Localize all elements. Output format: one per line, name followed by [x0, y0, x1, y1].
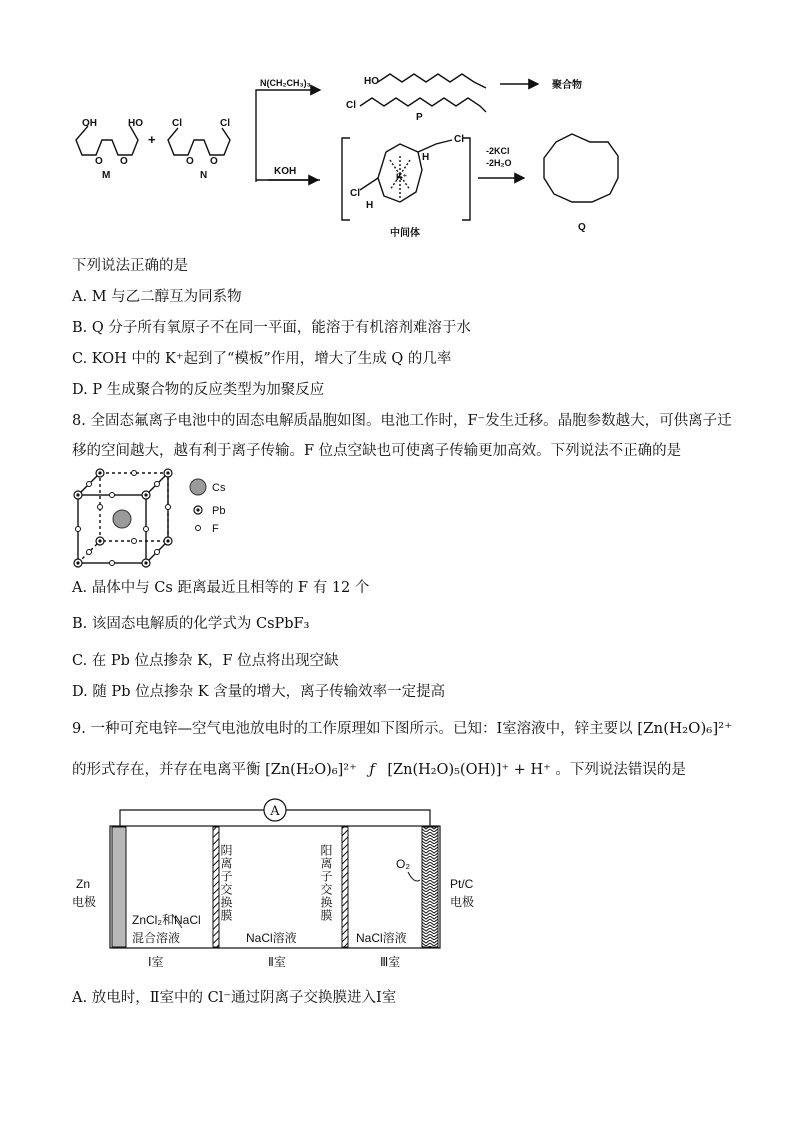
q7-option-c: C. KOH 中的 K⁺起到了“模板”作用，增大了生成 Q 的几率 [72, 351, 452, 367]
q7-option-a: A. M 与乙二醇互为同系物 [72, 289, 242, 305]
crystal-cell-figure [72, 465, 242, 575]
q8-option-a: A. 晶体中与 Cs 距离最近且相等的 F 有 12 个 [72, 580, 370, 596]
molecule-p [378, 74, 486, 88]
intermediate-cl: Cl [350, 188, 360, 199]
m-label: M [102, 170, 111, 181]
n-cl-label: Cl [172, 118, 182, 129]
room3-solution: NaCl溶液 [356, 931, 407, 945]
q9-stem-1 [72, 718, 732, 739]
n-label: N [200, 170, 208, 181]
room1-solution-2: 混合溶液 [132, 931, 181, 945]
ptc-electrode [422, 827, 438, 947]
q9-complex-1: [Zn(H₂O)₆]²⁺ [637, 719, 733, 737]
q8-option-c: C. 在 Pb 位点掺杂 K，F 位点将出现空缺 [72, 653, 339, 669]
room-1-label: Ⅰ室 [148, 955, 164, 969]
atom-o: O [210, 156, 218, 167]
polymer-label: 聚合物 [552, 80, 582, 91]
reaction-scheme [60, 60, 620, 240]
p-ho-label: HO [364, 76, 379, 87]
potassium-ion: K⁺ [396, 172, 408, 182]
legend-pb: Pb [212, 505, 226, 517]
q8-stem-2: 移的空间越大，越有利于离子传输。F 位点空缺也可使离子传输更加高效。下列说法不正确的是 [72, 443, 682, 459]
m-ho-label: HO [128, 118, 143, 129]
q9-option-a: A. 放电时，Ⅱ室中的 Cl⁻通过阴离子交换膜进入Ⅰ室 [72, 990, 397, 1006]
zn-electrode-label: 电极 [72, 895, 97, 909]
zn-electrode [112, 827, 126, 947]
intermediate-label: 中间体 [390, 228, 420, 239]
q7-stem: 下列说法正确的是 [72, 258, 188, 274]
intermediate-h: H [422, 152, 430, 163]
q9-complex-3: [Zn(H₂O)₅(OH)]⁺ + H⁺ [387, 762, 551, 778]
equilibrium-symbol: ƒ [369, 762, 375, 778]
atom-o: O [120, 156, 128, 167]
q7-option-b: B. Q 分子所有氧原子不在同一平面，能溶于有机溶剂难溶于水 [72, 320, 471, 336]
q7-option-d: D. P 生成聚合物的反应类型为加聚反应 [72, 382, 325, 398]
q9-stem-2-text: 的形式存在，并存在电离平衡 [72, 762, 261, 778]
molecule-m [76, 126, 138, 155]
zn-label: Zn [76, 877, 91, 891]
room-3-label: Ⅲ室 [380, 955, 401, 969]
legend-cs: Cs [212, 482, 226, 494]
cation-membrane-label: 阳离子交换膜 [319, 844, 333, 922]
q9-stem-1-text: 9. 一种可充电锌—空气电池放电时的工作原理如下图所示。已知：Ⅰ室溶液中，锌主要以 [72, 721, 633, 737]
cation-membrane [342, 827, 348, 947]
p-cl-label: Cl [346, 100, 356, 111]
q9-stem-2-end: 。下列说法错误的是 [555, 762, 686, 778]
molecule-q [544, 134, 618, 202]
legend-f: F [212, 523, 219, 535]
intermediate-h: H [366, 200, 374, 211]
p-label: P [416, 112, 423, 123]
q8-option-b: B. 该固态电解质的化学式为 CsPbF₃ [72, 616, 310, 632]
molecule-n [168, 128, 230, 155]
q9-complex-2: [Zn(H₂O)₆]²⁺ [265, 762, 357, 778]
o2-label: O₂ [396, 857, 410, 871]
intermediate-cl: Cl [454, 134, 464, 145]
room2-solution: NaCl溶液 [246, 931, 297, 945]
plus-sign: + [148, 132, 156, 147]
room-2-label: Ⅱ室 [268, 955, 286, 969]
q-label: Q [578, 222, 586, 233]
q9-stem-2 [72, 760, 686, 780]
q8-option-d: D. 随 Pb 位点掺杂 K 含量的增大，离子传输效率一定提高 [72, 684, 446, 700]
n-cl-label: Cl [220, 118, 230, 129]
reagent-triethylamine: N(CH₂CH₃)₃ [260, 78, 311, 88]
m-oh-label: OH [82, 118, 97, 129]
anion-membrane-label: 阴离子交换膜 [219, 844, 233, 922]
q8-stem-1: 8. 全固态氟离子电池中的固态电解质晶胞如图。电池工作时，F⁻发生迁移。晶胞参数越大，可供离子迁 [72, 413, 732, 429]
ammeter-label: A [270, 804, 280, 819]
room1-solution: ZnCl₂和NaCl [132, 913, 201, 927]
atom-o: O [186, 156, 194, 167]
ptc-electrode-label: 电极 [450, 895, 475, 909]
o2-arrow [408, 872, 420, 881]
atom-o: O [95, 156, 103, 167]
elim-h2o: -2H₂O [486, 158, 512, 168]
battery-diagram [70, 796, 490, 976]
elim-kcl: -2KCl [486, 146, 510, 156]
reagent-koh: KOH [274, 166, 297, 177]
ptc-label: Pt/C [450, 877, 474, 891]
